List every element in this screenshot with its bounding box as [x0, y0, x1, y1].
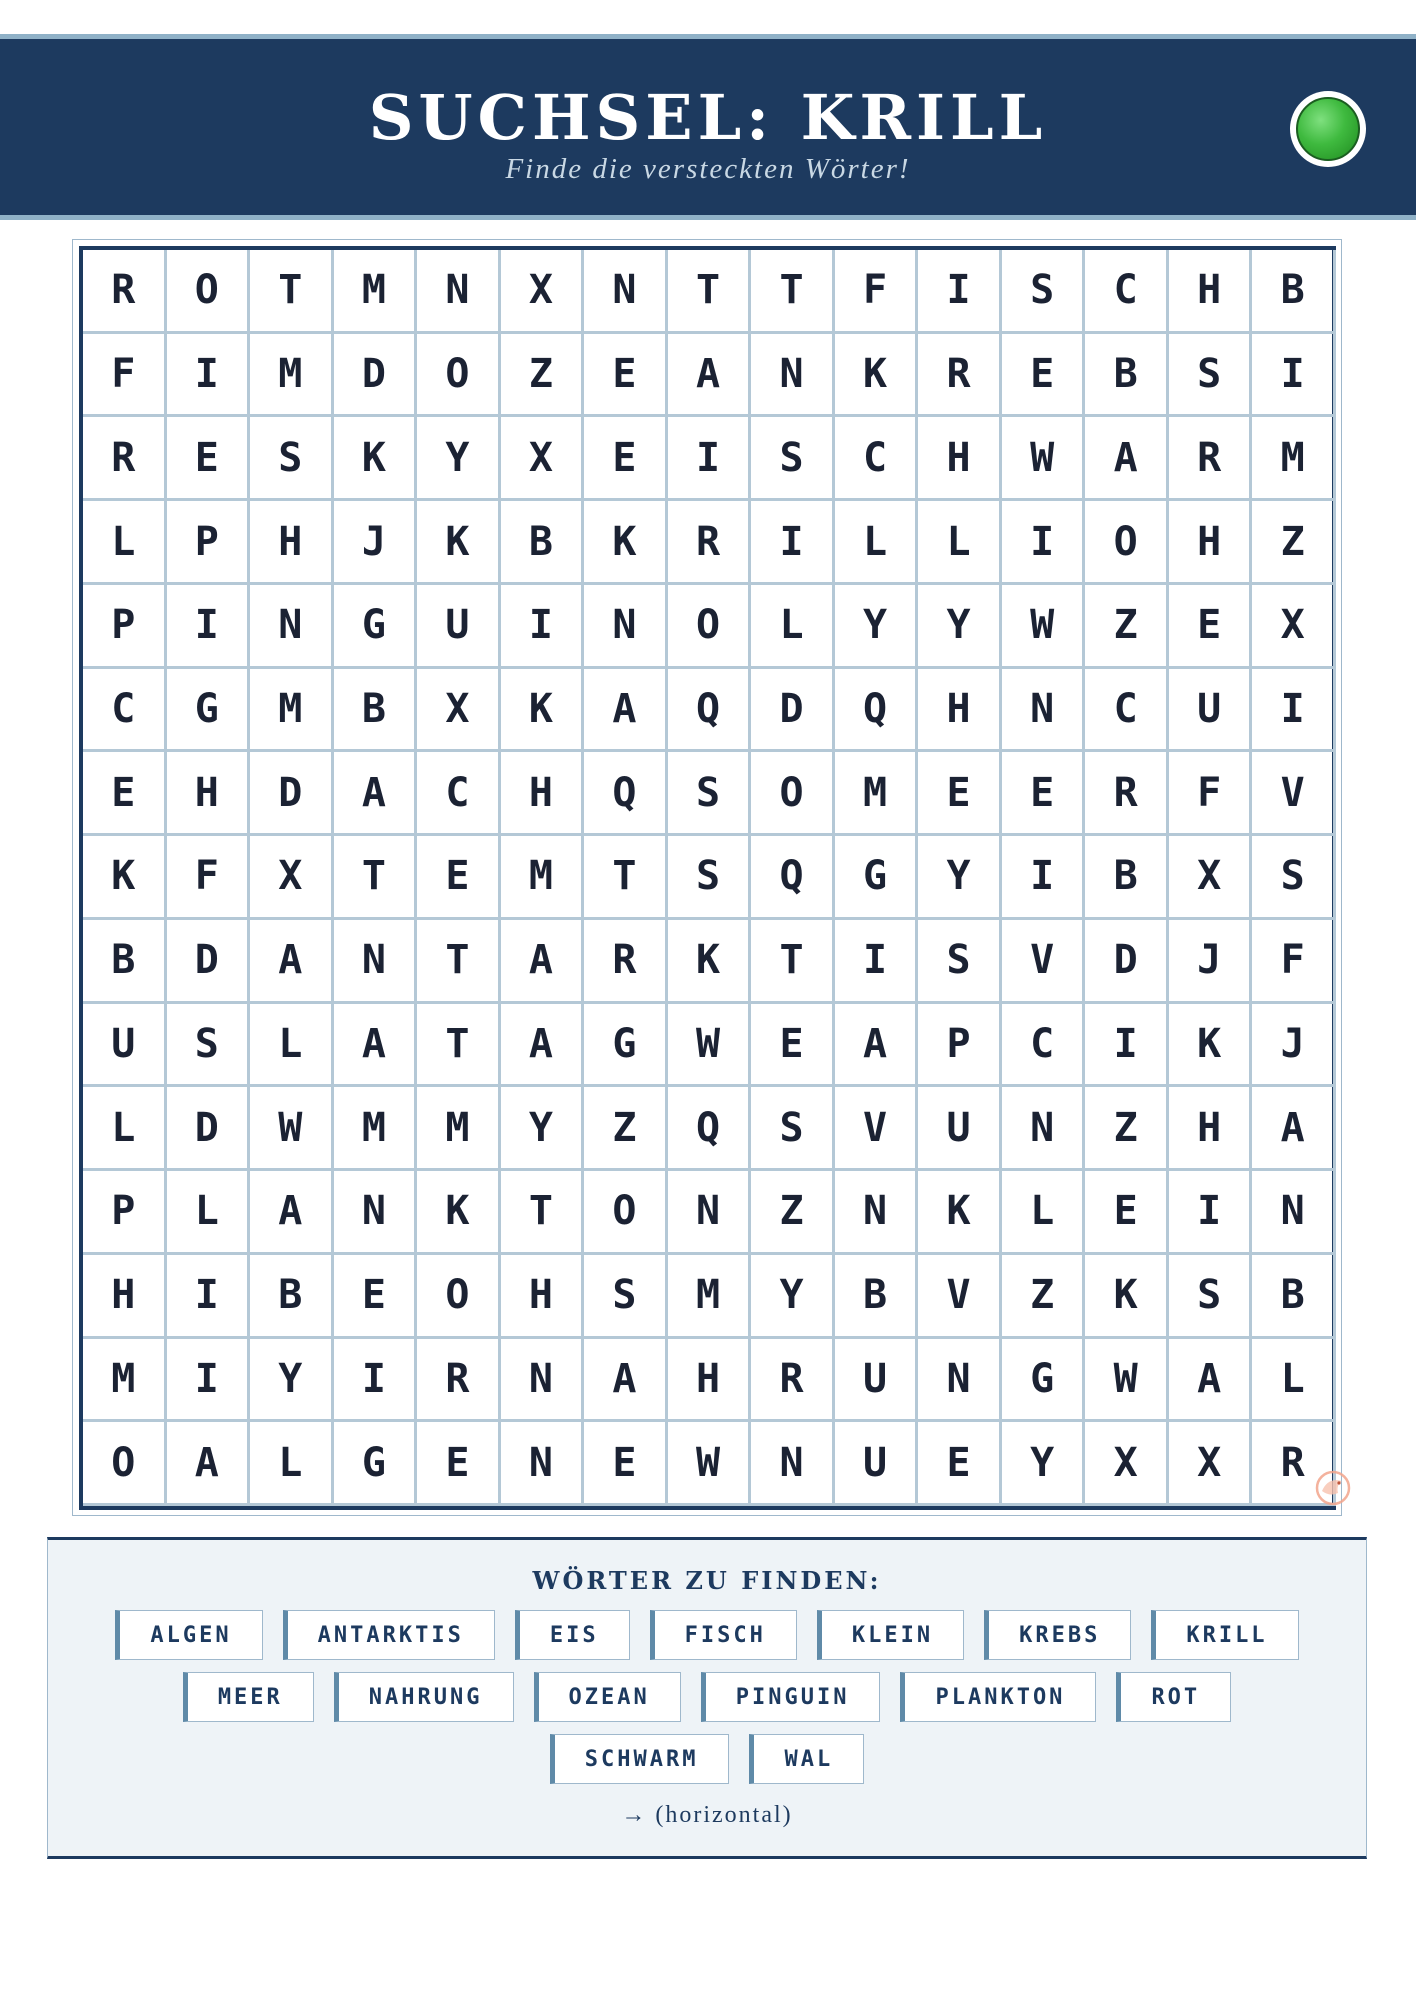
grid-cell[interactable]: V	[918, 1255, 1002, 1339]
grid-cell[interactable]: S	[584, 1255, 668, 1339]
grid-cell[interactable]: A	[1252, 1087, 1336, 1171]
grid-cell[interactable]: N	[501, 1422, 585, 1506]
grid-cell[interactable]: N	[835, 1171, 919, 1255]
grid-cell[interactable]: R	[668, 501, 752, 585]
grid-cell[interactable]: M	[835, 752, 919, 836]
grid-cell[interactable]: I	[167, 585, 251, 669]
grid-cell[interactable]: B	[1085, 836, 1169, 920]
grid-cell[interactable]: A	[250, 1171, 334, 1255]
grid-cell[interactable]: Z	[501, 334, 585, 418]
grid-cell[interactable]: N	[1002, 1087, 1086, 1171]
grid-cell[interactable]: Y	[250, 1339, 334, 1423]
grid-cell[interactable]: D	[167, 1087, 251, 1171]
grid-cell[interactable]: Q	[584, 752, 668, 836]
grid-cell[interactable]: A	[501, 920, 585, 1004]
status-dot-inner	[1296, 97, 1360, 161]
grid-cell[interactable]: W	[668, 1422, 752, 1506]
grid-cell[interactable]: J	[1252, 1004, 1336, 1088]
grid-cell[interactable]: N	[417, 250, 501, 334]
grid-cell[interactable]: W	[1002, 585, 1086, 669]
grid-cell[interactable]: O	[751, 752, 835, 836]
grid-cell[interactable]: I	[918, 250, 1002, 334]
grid-cell[interactable]: L	[835, 501, 919, 585]
grid-cell[interactable]: N	[334, 920, 418, 1004]
grid-cell[interactable]: I	[835, 920, 919, 1004]
grid-cell[interactable]: E	[751, 1004, 835, 1088]
grid-cell[interactable]: I	[167, 1255, 251, 1339]
grid-cell[interactable]: G	[167, 669, 251, 753]
grid-cell[interactable]: E	[1002, 752, 1086, 836]
grid-cell[interactable]: E	[1085, 1171, 1169, 1255]
word-chip: PLANKTON	[900, 1672, 1096, 1722]
grid-cell[interactable]: G	[584, 1004, 668, 1088]
grid-cell[interactable]: O	[1085, 501, 1169, 585]
grid-cell[interactable]: I	[334, 1339, 418, 1423]
grid-cell[interactable]: Y	[1002, 1422, 1086, 1506]
grid-cell[interactable]: R	[83, 250, 167, 334]
grid-cell[interactable]: D	[167, 920, 251, 1004]
grid-cell[interactable]: Z	[1252, 501, 1336, 585]
grid-cell[interactable]: O	[584, 1171, 668, 1255]
grid-cell[interactable]: M	[417, 1087, 501, 1171]
grid-cell[interactable]: K	[1169, 1004, 1253, 1088]
grid-cell[interactable]: C	[1085, 669, 1169, 753]
grid-cell[interactable]: E	[584, 417, 668, 501]
grid-cell[interactable]: Z	[1085, 1087, 1169, 1171]
grid-cell[interactable]: Y	[835, 585, 919, 669]
grid-cell[interactable]: L	[83, 501, 167, 585]
grid-cell[interactable]: K	[835, 334, 919, 418]
grid-cell[interactable]: T	[668, 250, 752, 334]
grid-cell[interactable]: I	[501, 585, 585, 669]
grid-cell[interactable]: S	[1252, 836, 1336, 920]
word-chip: KREBS	[984, 1610, 1131, 1660]
grid-cell[interactable]: U	[835, 1339, 919, 1423]
grid-cell[interactable]: N	[668, 1171, 752, 1255]
green-status-dot-icon	[1290, 91, 1366, 167]
direction-note: → (horizontal)	[621, 1802, 793, 1828]
grid-cell[interactable]: T	[417, 920, 501, 1004]
word-chip: ALGEN	[115, 1610, 262, 1660]
grid-cell[interactable]: Q	[751, 836, 835, 920]
grid-cell[interactable]: O	[668, 585, 752, 669]
grid-cell[interactable]: B	[250, 1255, 334, 1339]
grid-cell[interactable]: N	[250, 585, 334, 669]
grid-cell[interactable]: X	[501, 250, 585, 334]
grid-cell[interactable]: H	[501, 1255, 585, 1339]
grid-cell[interactable]: X	[1252, 585, 1336, 669]
grid-cell[interactable]: E	[83, 752, 167, 836]
grid-cell[interactable]: C	[83, 669, 167, 753]
grid-cell[interactable]: U	[417, 585, 501, 669]
grid-cell[interactable]: M	[501, 836, 585, 920]
grid-cell[interactable]: F	[1169, 752, 1253, 836]
grid-cell[interactable]: H	[918, 417, 1002, 501]
grid-cell[interactable]: A	[334, 1004, 418, 1088]
grid-cell[interactable]: R	[751, 1339, 835, 1423]
grid-cell[interactable]: Q	[835, 669, 919, 753]
grid-cell[interactable]: T	[751, 250, 835, 334]
grid-cell[interactable]: K	[334, 417, 418, 501]
grid-cell[interactable]: D	[1085, 920, 1169, 1004]
grid-cell[interactable]: G	[334, 585, 418, 669]
grid-cell[interactable]: K	[584, 501, 668, 585]
grid-cell[interactable]: N	[1002, 669, 1086, 753]
word-chip: MEER	[183, 1672, 314, 1722]
grid-cell[interactable]: W	[1002, 417, 1086, 501]
grid-cell[interactable]: R	[417, 1339, 501, 1423]
word-list-panel	[47, 1537, 1367, 1859]
word-chip: WAL	[749, 1734, 864, 1784]
grid-cell[interactable]: Z	[1085, 585, 1169, 669]
grid-cell[interactable]: P	[83, 1171, 167, 1255]
grid-cell[interactable]: H	[501, 752, 585, 836]
grid-cell[interactable]: W	[250, 1087, 334, 1171]
grid-cell[interactable]: E	[417, 836, 501, 920]
grid-cell[interactable]: H	[250, 501, 334, 585]
grid-cell[interactable]: A	[835, 1004, 919, 1088]
page-title: SUCHSEL: KRILL	[368, 81, 1048, 154]
grid-cell[interactable]: A	[1169, 1339, 1253, 1423]
grid-cell[interactable]: W	[668, 1004, 752, 1088]
grid-cell[interactable]: M	[1252, 417, 1336, 501]
letter-grid	[83, 250, 1336, 1506]
grid-cell[interactable]: E	[417, 1422, 501, 1506]
grid-cell[interactable]: F	[835, 250, 919, 334]
grid-cell[interactable]: I	[1252, 669, 1336, 753]
grid-cell[interactable]: F	[1252, 920, 1336, 1004]
grid-cell[interactable]: S	[1169, 1255, 1253, 1339]
grid-cell[interactable]: B	[83, 920, 167, 1004]
grid-cell[interactable]: M	[668, 1255, 752, 1339]
grid-cell[interactable]: E	[918, 1422, 1002, 1506]
grid-cell[interactable]: U	[918, 1087, 1002, 1171]
grid-cell[interactable]: S	[668, 836, 752, 920]
grid-cell[interactable]: A	[501, 1004, 585, 1088]
grid-cell[interactable]: U	[835, 1422, 919, 1506]
grid-cell[interactable]: W	[1085, 1339, 1169, 1423]
grid-cell[interactable]: R	[1169, 417, 1253, 501]
grid-cell[interactable]: A	[334, 752, 418, 836]
grid-cell[interactable]: B	[1252, 250, 1336, 334]
grid-cell[interactable]: Y	[751, 1255, 835, 1339]
grid-cell[interactable]: O	[417, 334, 501, 418]
grid-cell[interactable]: H	[167, 752, 251, 836]
grid-cell[interactable]: L	[751, 585, 835, 669]
grid-cell[interactable]: I	[668, 417, 752, 501]
grid-cell[interactable]: E	[918, 752, 1002, 836]
grid-cell[interactable]: G	[1002, 1339, 1086, 1423]
grid-cell[interactable]: T	[334, 836, 418, 920]
grid-cell[interactable]: C	[417, 752, 501, 836]
grid-cell[interactable]: L	[918, 501, 1002, 585]
grid-cell[interactable]: N	[751, 334, 835, 418]
word-row	[48, 1734, 1366, 1784]
word-list-heading: WÖRTER ZU FINDEN:	[532, 1566, 882, 1595]
grid-cell[interactable]: C	[1085, 250, 1169, 334]
grid-cell[interactable]: S	[250, 417, 334, 501]
grid-cell[interactable]: H	[918, 669, 1002, 753]
grid-cell[interactable]: X	[250, 836, 334, 920]
grid-cell[interactable]: S	[167, 1004, 251, 1088]
grid-cell[interactable]: E	[334, 1255, 418, 1339]
grid-cell[interactable]: D	[751, 669, 835, 753]
grid-cell[interactable]: D	[334, 334, 418, 418]
grid-cell[interactable]: X	[1169, 1422, 1253, 1506]
word-chip: ROT	[1116, 1672, 1231, 1722]
header-banner	[0, 34, 1416, 220]
grid-cell[interactable]: D	[250, 752, 334, 836]
grid-cell[interactable]: S	[668, 752, 752, 836]
grid-cell[interactable]: A	[584, 1339, 668, 1423]
grid-cell[interactable]: I	[167, 334, 251, 418]
grid-cell[interactable]: O	[167, 250, 251, 334]
grid-cell[interactable]: Q	[668, 1087, 752, 1171]
grid-cell[interactable]: K	[918, 1171, 1002, 1255]
grid-cell[interactable]: E	[1169, 585, 1253, 669]
grid-cell[interactable]: T	[250, 250, 334, 334]
grid-cell[interactable]: N	[584, 585, 668, 669]
grid-cell[interactable]: M	[334, 1087, 418, 1171]
page-subtitle: Finde die versteckten Wörter!	[505, 153, 911, 185]
grid-cell[interactable]: U	[83, 1004, 167, 1088]
grid-cell[interactable]: B	[835, 1255, 919, 1339]
word-row	[48, 1672, 1366, 1722]
grid-cell[interactable]: K	[668, 920, 752, 1004]
grid-cell[interactable]: E	[1002, 334, 1086, 418]
grid-cell[interactable]: A	[1085, 417, 1169, 501]
grid-cell[interactable]: P	[918, 1004, 1002, 1088]
word-chip: PINGUIN	[701, 1672, 881, 1722]
word-chip: FISCH	[650, 1610, 797, 1660]
grid-cell[interactable]: I	[1169, 1171, 1253, 1255]
grid-cell[interactable]: N	[584, 250, 668, 334]
grid-cell[interactable]: K	[1085, 1255, 1169, 1339]
grid-cell[interactable]: T	[751, 920, 835, 1004]
grid-cell[interactable]: Y	[918, 836, 1002, 920]
grid-cell[interactable]: I	[1252, 334, 1336, 418]
word-chip: SCHWARM	[550, 1734, 730, 1784]
grid-cell[interactable]: N	[1252, 1171, 1336, 1255]
grid-cell[interactable]: G	[334, 1422, 418, 1506]
grid-cell[interactable]: N	[501, 1339, 585, 1423]
grid-cell[interactable]: T	[501, 1171, 585, 1255]
grid-cell[interactable]: A	[584, 669, 668, 753]
grid-cell[interactable]: H	[1169, 250, 1253, 334]
grid-cell[interactable]: H	[668, 1339, 752, 1423]
word-chip: OZEAN	[534, 1672, 681, 1722]
grid-cell[interactable]: E	[167, 417, 251, 501]
grid-cell[interactable]: R	[584, 920, 668, 1004]
grid-cell[interactable]: T	[584, 836, 668, 920]
grid-cell[interactable]: E	[584, 1422, 668, 1506]
grid-cell[interactable]: J	[334, 501, 418, 585]
grid-cell[interactable]: R	[83, 417, 167, 501]
grid-cell[interactable]: N	[918, 1339, 1002, 1423]
grid-cell[interactable]: Y	[417, 417, 501, 501]
grid-cell[interactable]: R	[1252, 1422, 1336, 1506]
grid-cell[interactable]: P	[83, 585, 167, 669]
grid-cell[interactable]: R	[918, 334, 1002, 418]
grid-cell[interactable]: I	[1002, 836, 1086, 920]
grid-cell[interactable]: T	[417, 1004, 501, 1088]
grid-cell[interactable]: L	[167, 1171, 251, 1255]
grid-cell[interactable]: C	[1002, 1004, 1086, 1088]
grid-cell[interactable]: F	[83, 334, 167, 418]
grid-cell[interactable]: V	[835, 1087, 919, 1171]
grid-cell[interactable]: Z	[1002, 1255, 1086, 1339]
grid-cell[interactable]: S	[1002, 250, 1086, 334]
grid-cell[interactable]: F	[167, 836, 251, 920]
grid-cell[interactable]: I	[751, 501, 835, 585]
grid-cell[interactable]: Y	[501, 1087, 585, 1171]
grid-cell[interactable]: X	[501, 417, 585, 501]
word-chip: NAHRUNG	[334, 1672, 514, 1722]
grid-cell[interactable]: S	[751, 417, 835, 501]
word-chip: ANTARKTIS	[283, 1610, 495, 1660]
grid-cell[interactable]: O	[83, 1422, 167, 1506]
grid-cell[interactable]: K	[417, 1171, 501, 1255]
grid-cell[interactable]: Y	[918, 585, 1002, 669]
grid-cell[interactable]: B	[1085, 334, 1169, 418]
grid-cell[interactable]: K	[83, 836, 167, 920]
grid-cell[interactable]: L	[250, 1004, 334, 1088]
grid-cell[interactable]: N	[334, 1171, 418, 1255]
grid-cell[interactable]: A	[250, 920, 334, 1004]
grid-cell[interactable]: P	[167, 501, 251, 585]
grid-cell[interactable]: A	[167, 1422, 251, 1506]
grid-cell[interactable]: Q	[668, 669, 752, 753]
grid-cell[interactable]: B	[334, 669, 418, 753]
word-chip: KLEIN	[817, 1610, 964, 1660]
grid-cell[interactable]: H	[1169, 501, 1253, 585]
grid-cell[interactable]: I	[167, 1339, 251, 1423]
grid-cell[interactable]: B	[1252, 1255, 1336, 1339]
grid-cell[interactable]: L	[83, 1087, 167, 1171]
grid-cell[interactable]: E	[584, 334, 668, 418]
grid-cell[interactable]: G	[835, 836, 919, 920]
grid-cell[interactable]: M	[83, 1339, 167, 1423]
grid-cell[interactable]: K	[501, 669, 585, 753]
shrimp-icon	[1310, 1465, 1356, 1511]
grid-cell[interactable]: H	[1169, 1087, 1253, 1171]
grid-cell[interactable]: C	[835, 417, 919, 501]
grid-cell[interactable]: V	[1252, 752, 1336, 836]
grid-cell[interactable]: A	[668, 334, 752, 418]
grid-cell[interactable]: J	[1169, 920, 1253, 1004]
word-row	[48, 1610, 1366, 1660]
grid-cell[interactable]: U	[1169, 669, 1253, 753]
grid-cell[interactable]: H	[83, 1255, 167, 1339]
grid-cell[interactable]: O	[417, 1255, 501, 1339]
grid-cell[interactable]: S	[751, 1087, 835, 1171]
grid-cell[interactable]: S	[918, 920, 1002, 1004]
grid-cell[interactable]: X	[1169, 836, 1253, 920]
grid-cell[interactable]: X	[417, 669, 501, 753]
grid-cell[interactable]: R	[1085, 752, 1169, 836]
grid-cell[interactable]: V	[1002, 920, 1086, 1004]
grid-cell[interactable]: M	[250, 669, 334, 753]
grid-cell[interactable]: X	[1085, 1422, 1169, 1506]
grid-cell[interactable]: L	[250, 1422, 334, 1506]
grid-cell[interactable]: I	[1085, 1004, 1169, 1088]
grid-cell[interactable]: I	[1002, 501, 1086, 585]
grid-cell[interactable]: B	[501, 501, 585, 585]
grid-cell[interactable]: Z	[751, 1171, 835, 1255]
grid-cell[interactable]: K	[417, 501, 501, 585]
grid-cell[interactable]: M	[250, 334, 334, 418]
word-chip: EIS	[515, 1610, 630, 1660]
grid-cell[interactable]: Z	[584, 1087, 668, 1171]
grid-cell[interactable]: L	[1002, 1171, 1086, 1255]
grid-cell[interactable]: S	[1169, 334, 1253, 418]
word-chip: KRILL	[1151, 1610, 1298, 1660]
grid-cell[interactable]: M	[334, 250, 418, 334]
grid-cell[interactable]: N	[751, 1422, 835, 1506]
grid-cell[interactable]: L	[1252, 1339, 1336, 1423]
